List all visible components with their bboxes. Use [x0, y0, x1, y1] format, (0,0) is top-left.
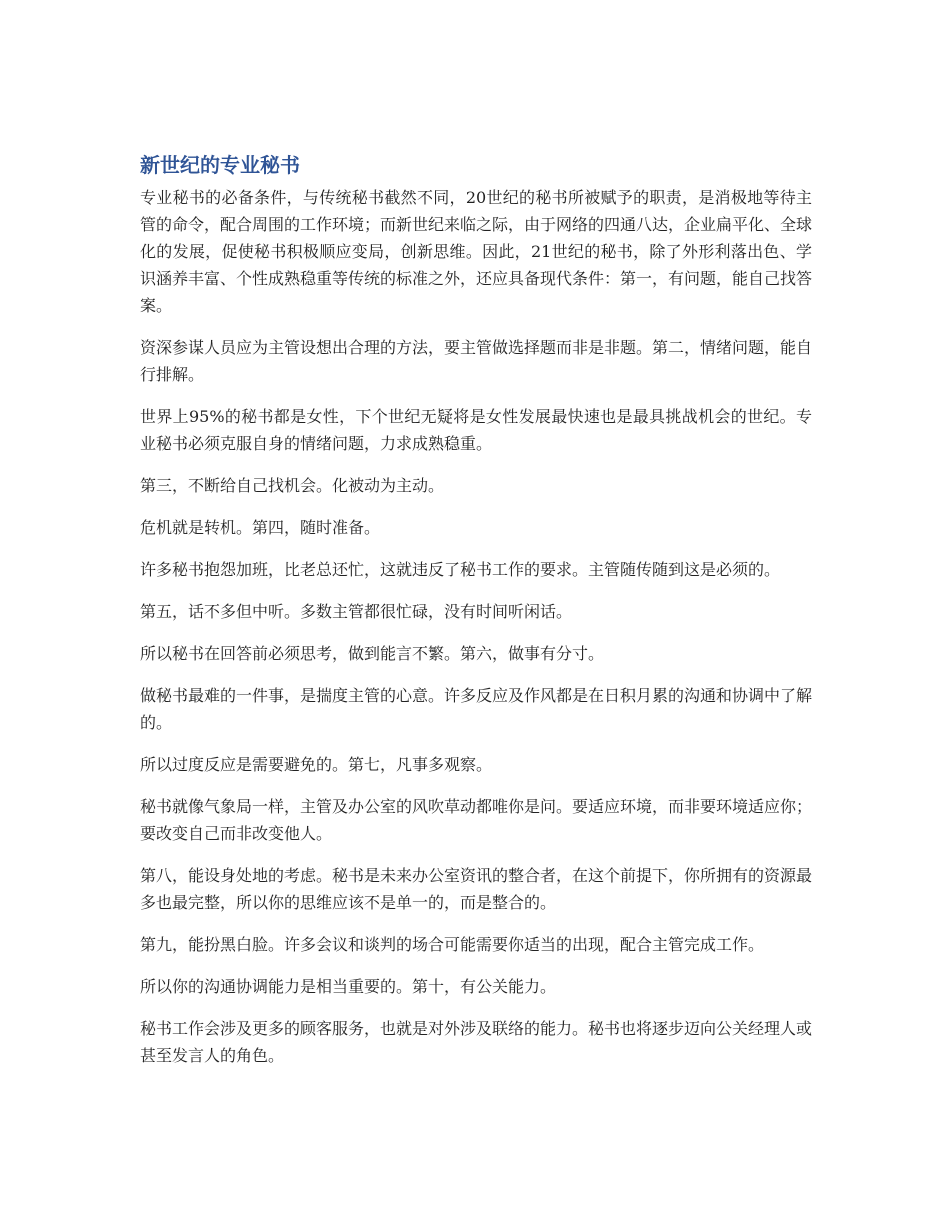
paragraph-14: 所以你的沟通协调能力是相当重要的。第十，有公关能力。 — [140, 977, 557, 996]
paragraph-13: 第九，能扮黑白脸。许多会议和谈判的场合可能需要你适当的出现，配合主管完成工作。 — [140, 935, 765, 954]
paragraph-1: 专业秘书的必备条件，与传统秘书截然不同，20世纪的秘书所被赋予的职责，是消极地等待主管的命令，配合周围的工作环境；而新世纪来临之际，由于网络的四通八达，企业扁平化、全球化的发展，促使秘书积极顺应变局，创新思维。因此，21世纪的秘书，除了外形利落出色、学识涵养丰富、个性成熟稳重等传统的标准之外，还应具备现代条件：第一，有问题，能自己找答案。 — [140, 188, 813, 315]
paragraph-7: 第五，话不多但中听。多数主管都很忙碌，没有时间听闲话。 — [140, 602, 573, 621]
paragraph-10: 所以过度反应是需要避免的。第七，凡事多观察。 — [140, 755, 493, 774]
paragraph-2: 资深参谋人员应为主管设想出合理的方法，要主管做选择题而非是非题。第二，情绪问题，能自行排解。 — [140, 338, 813, 384]
paragraph-5: 危机就是转机。第四，随时准备。 — [140, 518, 381, 537]
document-title: 新世纪的专业秘书 — [140, 153, 300, 177]
paragraph-9: 做秘书最难的一件事，是揣度主管的心意。许多反应及作风都是在日积月累的沟通和协调中了解的。 — [140, 686, 813, 732]
paragraph-15: 秘书工作会涉及更多的顾客服务，也就是对外涉及联络的能力。秘书也将逐步迈向公关经理人或甚至发言人的角色。 — [140, 1019, 813, 1065]
paragraph-6: 许多秘书抱怨加班，比老总还忙，这就违反了秘书工作的要求。主管随传随到这是必须的。 — [140, 560, 781, 579]
paragraph-11: 秘书就像气象局一样，主管及办公室的风吹草动都唯你是问。要适应环境，而非要环境适应你；要改变自己而非改变他人。 — [140, 797, 813, 843]
paragraph-12: 第八，能设身处地的考虑。秘书是未来办公室资讯的整合者，在这个前提下，你所拥有的资源最多也最完整，所以你的思维应该不是单一的，而是整合的。 — [140, 866, 813, 912]
document-page — [140, 150, 812, 1084]
paragraph-4: 第三，不断给自己找机会。化被动为主动。 — [140, 476, 445, 495]
paragraph-8: 所以秘书在回答前必须思考，做到能言不繁。第六，做事有分寸。 — [140, 644, 605, 663]
paragraph-3: 世界上95%的秘书都是女性，下个世纪无疑将是女性发展最快速也是最具挑战机会的世纪。专业秘书必须克服自身的情绪问题，力求成熟稳重。 — [140, 407, 812, 453]
